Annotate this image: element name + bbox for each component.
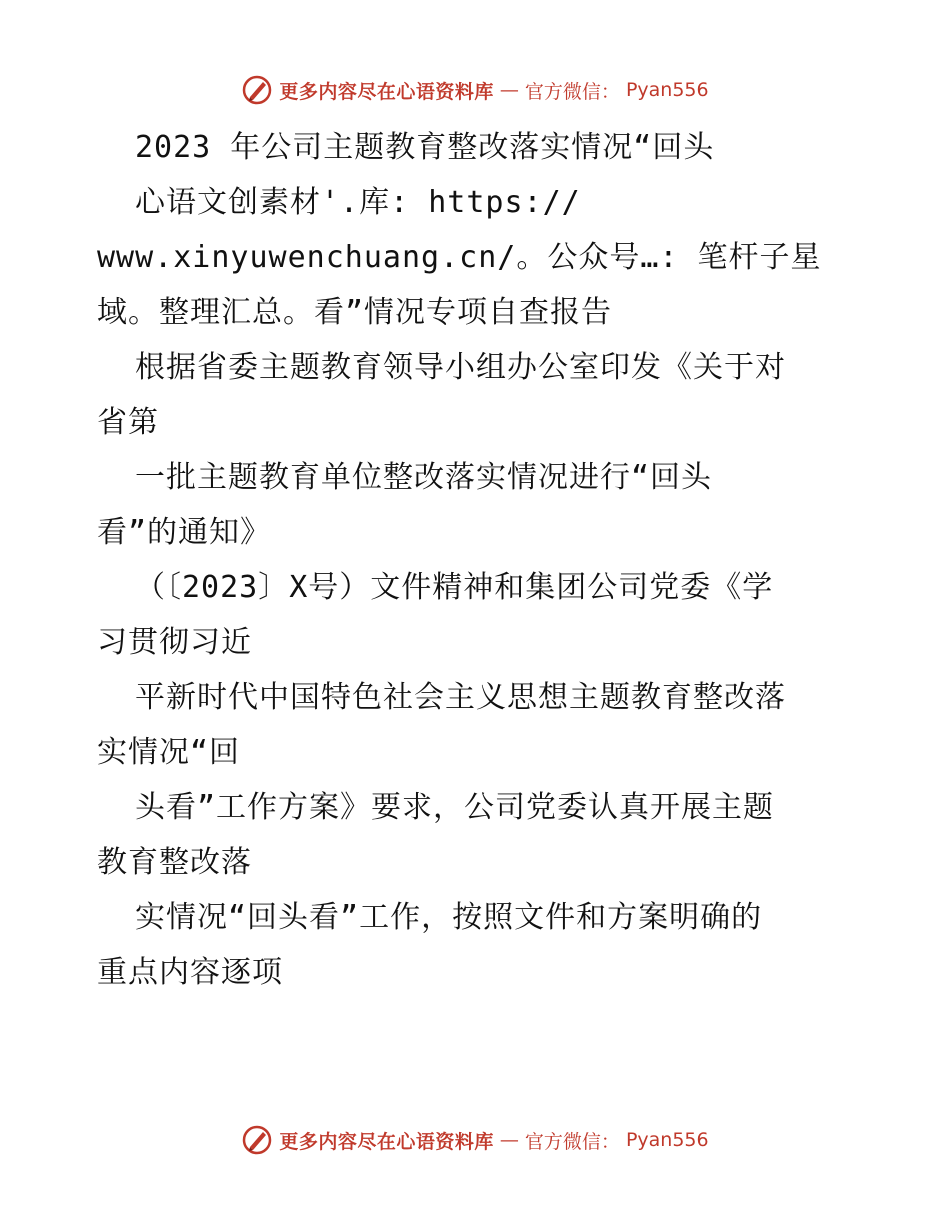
document-line: www.xinyuwenchuang.cn/。公众号…: 笔杆子星 xyxy=(97,240,822,275)
document-line: （〔2023〕X号）文件精神和集团公司党委《学 xyxy=(135,570,774,605)
document-line: 习贯彻习近 xyxy=(97,625,252,660)
document-line: 2023 年公司主题教育整改落实情况“回头 xyxy=(135,130,715,165)
header-wechat-handle: Pyan556 xyxy=(625,79,709,101)
document-line: 根据省委主题教育领导小组办公室印发《关于对 xyxy=(135,350,786,385)
document-line: 域。整理汇总。看”情况专项自查报告 xyxy=(97,295,613,330)
footer-dash: — xyxy=(499,1129,519,1151)
document-line: 实情况“回 xyxy=(97,735,241,770)
document-line: 省第 xyxy=(97,405,159,440)
header-dash: — xyxy=(499,79,519,101)
header-brand-text: 更多内容尽在心语资料库 xyxy=(279,80,494,103)
document-line: 看”的通知》 xyxy=(97,515,272,550)
footer-wechat-handle: Pyan556 xyxy=(625,1129,709,1151)
pen-logo-icon xyxy=(241,1124,273,1156)
pen-logo-icon xyxy=(241,74,273,106)
footer-wechat-label: 官方微信： xyxy=(524,1130,620,1153)
document-line: 平新时代中国特色社会主义思想主题教育整改落 xyxy=(135,680,786,715)
document-line: 重点内容逐项 xyxy=(97,955,283,990)
header-wechat-label: 官方微信： xyxy=(524,80,620,103)
header-banner xyxy=(0,70,950,110)
document-line: 头看”工作方案》要求，公司党委认真开展主题 xyxy=(135,790,775,825)
document-line: 心语文创素材'.库: https:// xyxy=(135,185,581,220)
document-line: 教育整改落 xyxy=(97,845,252,880)
document-body xyxy=(97,120,857,1000)
document-line: 一批主题教育单位整改落实情况进行“回头 xyxy=(135,460,713,495)
footer-banner xyxy=(0,1120,950,1160)
footer-brand-text: 更多内容尽在心语资料库 xyxy=(279,1130,494,1153)
document-line: 实情况“回头看”工作，按照文件和方案明确的 xyxy=(135,900,763,935)
